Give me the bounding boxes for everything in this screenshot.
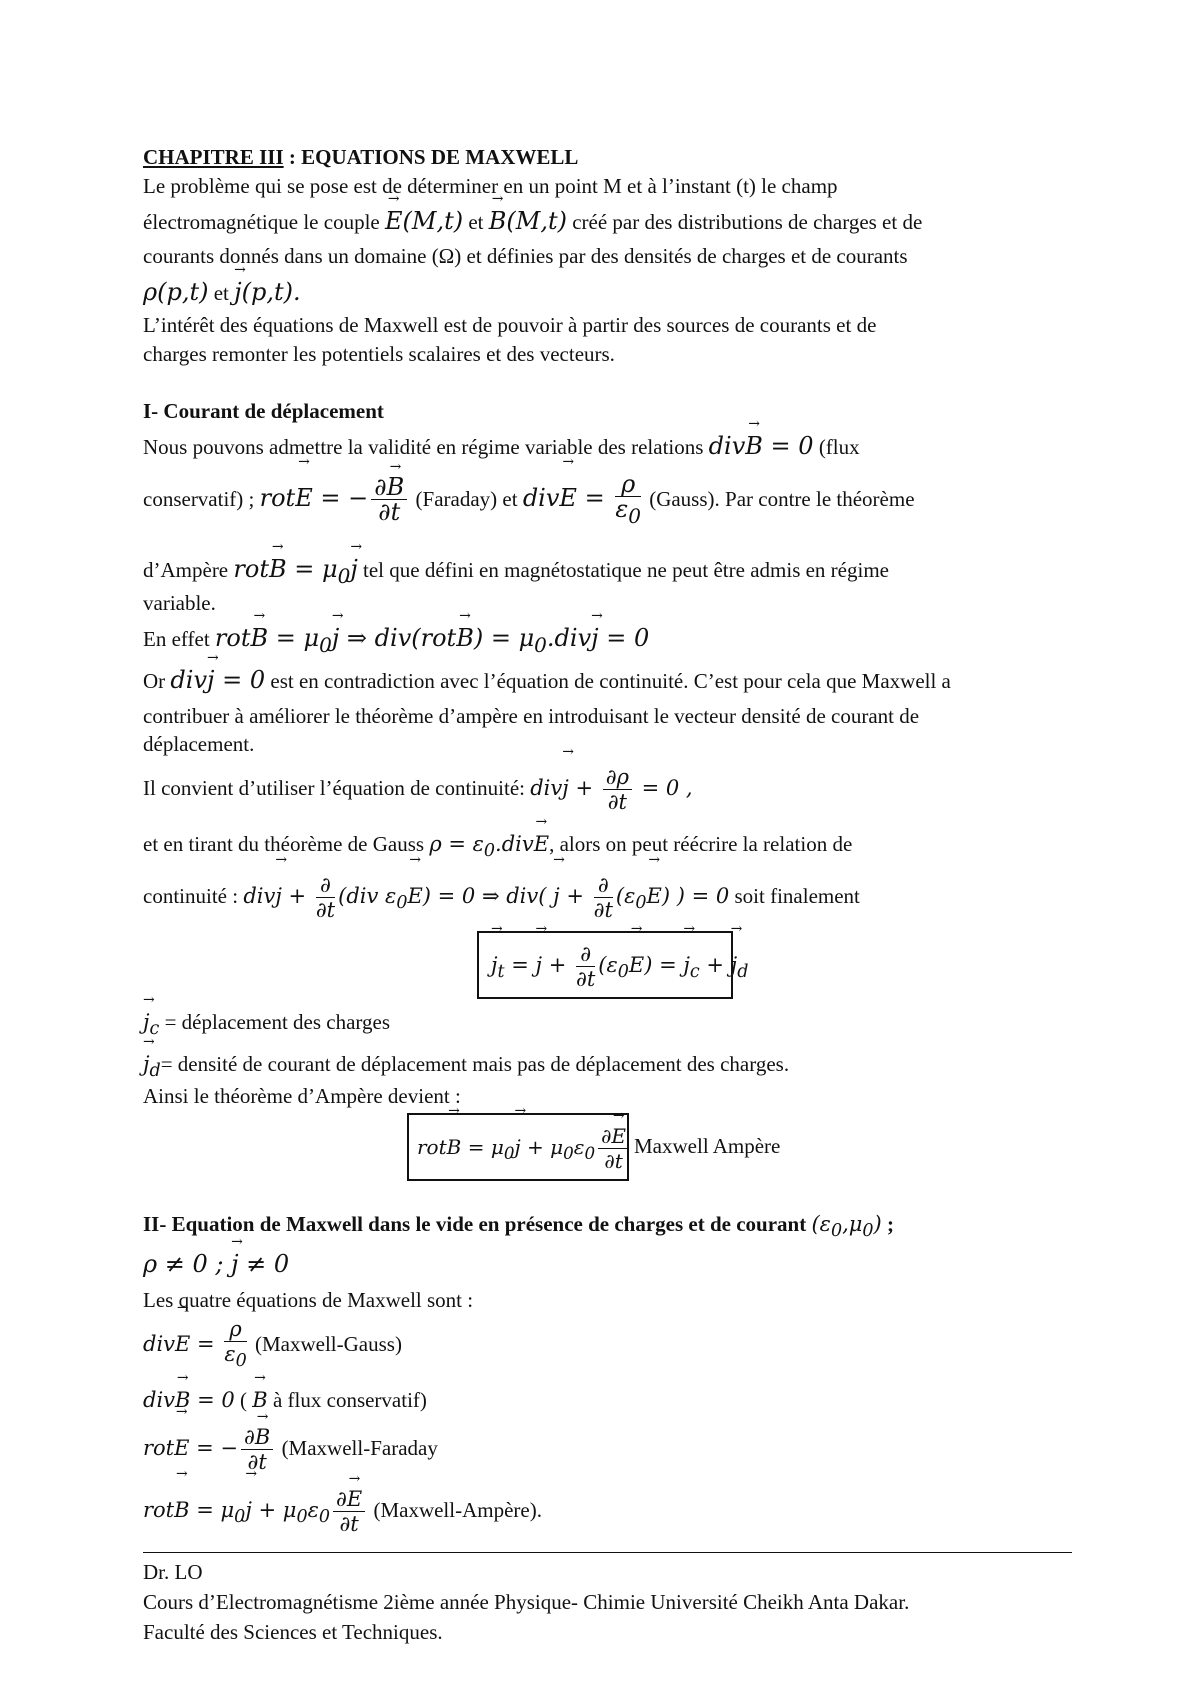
maxwell-flux-equation: div→ B = 0 ( → B à flux conservatif) xyxy=(143,1386,427,1414)
formula-divB-0: div→ B = 0 xyxy=(709,432,814,460)
maxwell-gauss-equation: div→ E = $\frac{\rho}{\varepsilon_0}$ (Maxwell-Gauss) xyxy=(143,1316,402,1374)
formula-E-M-t: → E(M,t) xyxy=(385,207,463,235)
section1-line-3: d’Ampère $rot\to B = \mu_0\to j$ tel que défini en magnétostatique ne peut être admis en régime xyxy=(143,555,889,590)
formula-divj-0: div→ j = 0 xyxy=(170,666,265,694)
section1-heading: I- Courant de déplacement xyxy=(143,399,384,423)
maxwell-faraday-equation: rot→ E = − $\frac{\partial\to B}{\partial t}$ (Maxwell-Faraday xyxy=(143,1420,438,1476)
footer-divider xyxy=(143,1552,1072,1553)
intro-line-5: L’intérêt des équations de Maxwell est de pouvoir à partir des sources de courants et de xyxy=(143,313,877,337)
ampere-intro: Ainsi le théorème d’Ampère devient : xyxy=(143,1084,461,1108)
section1-line-1: Nous pouvons admettre la validité en régime variable des relations div→ B = 0 (flux xyxy=(143,432,860,461)
intro-line-1: Le problème qui se pose est de déterminer en un point M et à l’instant (t) le champ xyxy=(143,174,838,198)
boxed-total-current-equation: → $j_t$ = → j + $\frac{\partial}{\partial t}$ $(\varepsilon_0\to E)$ = → $j_c$ + → $j_d$ xyxy=(477,931,733,999)
section1-line-4: variable. xyxy=(143,591,216,615)
formula-rho-p-t: ρ(p,t) xyxy=(143,278,209,306)
formula-gauss-rho: $\rho = \varepsilon_0.div\to E$ xyxy=(429,832,549,856)
intro-line-2: électromagnétique le couple → E(M,t) et → B(M,t) créé par des distributions de charges et de xyxy=(143,207,922,236)
footer-faculty: Faculté des Sciences et Techniques. xyxy=(143,1620,443,1644)
formula-continuity: div→ j + $\frac{\partial\rho}{\partial t}$ = 0 , xyxy=(530,776,692,800)
formula-rotE: rot→ E = − $\frac{\partial\to B}{\partial t}$ xyxy=(260,484,411,512)
intro-line-6: charges remonter les potentiels scalaires et des vecteurs. xyxy=(143,342,615,366)
section1-line-8: déplacement. xyxy=(143,732,255,756)
section1-line-7: contribuer à améliorer le théorème d’ampère en introduisant le vecteur densité de courant de xyxy=(143,704,920,728)
maxwell-ampere-equation: $rot\to B = \mu_0\to j + \mu_0\varepsilon_0$ $\frac{\partial\to E}{\partial t}$ (Maxwell-Ampère). xyxy=(143,1482,542,1545)
intro-line-3: courants donnés dans un domaine (Ω) et définies par des densités de charges et de courants xyxy=(143,244,908,268)
formula-divE: div→ E = $\frac{\rho}{\varepsilon_0}$ xyxy=(523,484,644,512)
formula-rotB-mu-j: $rot\to B = \mu_0\to j$ xyxy=(233,555,357,583)
boxed-maxwell-ampere-equation: $rot\to B = \mu_0\to j + \mu_0\varepsilon_0$ $\frac{\partial\to E}{\partial t}$ xyxy=(407,1113,629,1181)
section1-line-2: conservatif) ; rot→ E = − $\frac{\partial\to B}{\partial t}$ (Faraday) et div→ E = $\frac{\rho}{\varepsilon_0}$ (Gauss). Par contre le théorème xyxy=(143,470,915,527)
jd-definition: → $j_d=$ densité de courant de déplacement mais pas de déplacement des charges. xyxy=(143,1050,789,1085)
box2-label: Maxwell Ampère xyxy=(634,1134,781,1158)
formula-continuity-rewritten: div→ j + $\frac{\partial}{\partial t}$ (div $\varepsilon_0\to E) = 0$ ⇒ div( → j + $\frac{\partial}{\partial t}$ $(\varepsilon_0\to E)$ ) = 0 xyxy=(243,884,729,908)
footer-author: Dr. LO xyxy=(143,1560,203,1584)
section1-line-10: et en tirant du théorème de Gauss $\rho = \varepsilon_0.div\to E$, alors on peut réécrire la relation de xyxy=(143,830,852,865)
section1-line-11: continuité : div→ j + $\frac{\partial}{\partial t}$ (div $\varepsilon_0\to E) = 0$ ⇒ div( → j + $\frac{\partial}{\partial t}$ $(\varepsilon_0\to E)$ ) = 0 soit finalement xyxy=(143,868,860,931)
formula-div-rotB: $rot\to B = \mu_0\to j$ ⇒ $div(rot\to B) = \mu_0.div\to j = 0$ xyxy=(215,624,649,652)
section1-line-9: Il convient d’utiliser l’équation de continuité: div→ j + $\frac{\partial\rho}{\partial t}$ = 0 , xyxy=(143,760,693,816)
section1-line-6: Or div→ j = 0 est en contradiction avec l’équation de continuité. C’est pour cela que Maxwell a xyxy=(143,666,951,695)
intro-line-4: ρ(p,t) et → j(p,t). xyxy=(143,278,301,307)
footer-course: Cours d’Electromagnétisme 2ième année Physique- Chimie Université Cheikh Anta Dakar. xyxy=(143,1590,910,1614)
jc-definition: → $j_c$ = déplacement des charges xyxy=(143,1008,390,1043)
formula-j-p-t: → j(p,t). xyxy=(234,278,300,306)
section1-line-5: En effet $rot\to B = \mu_0\to j$ ⇒ $div(rot\to B) = \mu_0.div\to j = 0$ xyxy=(143,624,649,659)
section2-conditions: ρ ≠ 0 ; → j ≠ 0 xyxy=(143,1250,289,1279)
section2-intro: Les quatre équations de Maxwell sont : xyxy=(143,1288,474,1312)
chapter-title: CHAPITRE III : EQUATIONS DE MAXWELL xyxy=(143,145,579,169)
formula-B-M-t: → B(M,t) xyxy=(489,207,567,235)
section2-heading: II- Equation de Maxwell dans le vide en présence de charges et de courant $(\varepsilon_0,\mu_0)$ ; xyxy=(143,1212,894,1242)
